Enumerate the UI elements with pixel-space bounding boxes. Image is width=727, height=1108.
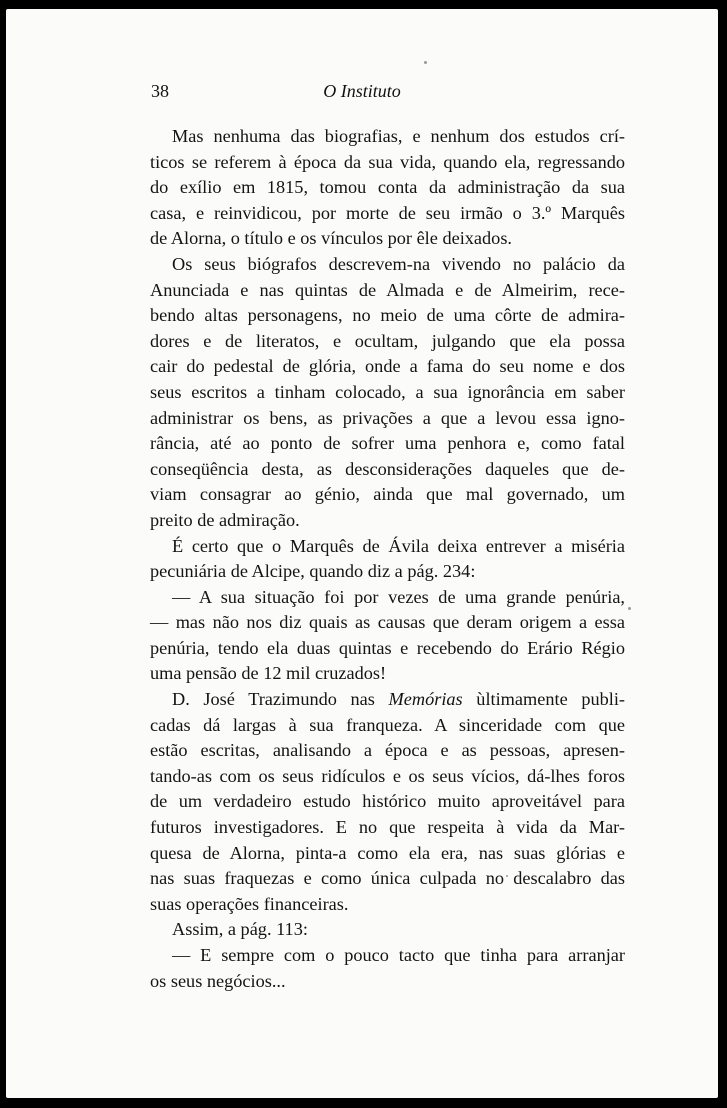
text-fragment: D. José Trazimundo nas (172, 689, 389, 710)
running-title: O Instituto (323, 81, 401, 101)
text-line: tando-as com os seus ridículos e os seus vícios, dá-lhes foros (150, 765, 625, 786)
text-line: dores e de literatos, e ocultam, julgando que ela possa (150, 330, 625, 351)
text-line: cair do pedestal de glória, onde a fama do seu nome e dos (150, 356, 625, 377)
text-line: penúria, tendo ela duas quintas e recebendo do Erário Régio (150, 637, 625, 658)
text-line: ticos se referem à época da sua vida, quando ela, regressando (150, 151, 625, 172)
text-line: os seus negócios... (150, 970, 286, 991)
text-line: Os seus biógrafos descrevem-na vivendo no palácio da (172, 253, 625, 274)
page-number: 38 (151, 81, 169, 101)
text-line: futuros investigadores. E no que respeita à vida da Mar- (150, 817, 625, 838)
text-line: suas operações financeiras. (150, 893, 349, 914)
text-line: seus escritos a tinham colocado, a sua ignorância em saber (150, 381, 625, 402)
text-line: bendo altas personagens, no meio de uma côrte de admira- (150, 305, 625, 326)
text-line: casa, e reinvidicou, por morte de seu irmão o 3.º Marquês (150, 202, 625, 223)
text-line: do exílio em 1815, tomou conta da administração da sua (150, 177, 625, 198)
text-line: viam consagrar ao génio, ainda que mal governado, um (150, 484, 625, 505)
text-line: administrar os bens, as privações a que a levou essa igno- (150, 407, 625, 428)
text-line: conseqüência desta, as desconsiderações daqueles que de- (150, 458, 625, 479)
text-line: Anunciada e nas quintas de Almada e de Almeirim, rece- (150, 279, 625, 300)
text-line: estão escritas, analisando a época e as pessoas, apresen- (150, 740, 625, 761)
text-fragment: ùltimamente publi- (462, 689, 625, 710)
quote-line: — E sempre com o pouco tacto que tinha para arranjar (172, 945, 625, 965)
text-line: quesa de Alorna, pinta-a como ela era, nas suas glórias e (150, 842, 625, 863)
text-line: uma pensão de 12 mil cruzados! (150, 663, 387, 684)
text-line: preito de admiração. (150, 509, 300, 530)
page-header (6, 81, 718, 105)
paper-speck (628, 607, 631, 610)
paper-speck (424, 61, 427, 64)
text-line: rância, até ao ponto de sofrer uma penhora e, como fatal (150, 433, 625, 454)
text-line: pecuniária de Alcipe, quando diz a pág. 234: (150, 561, 476, 582)
text-line: É certo que o Marquês de Ávila deixa entrever a miséria (172, 535, 625, 556)
body-text (150, 124, 625, 994)
text-line: de Alorna, o título e os vínculos por êle deixados. (150, 228, 513, 249)
text-line: — mas não nos diz quais as causas que deram origem a essa (150, 612, 625, 633)
text-line: cadas dá largas à sua franqueza. A sinceridade com que (150, 714, 625, 735)
text-line: Assim, a pág. 113: (172, 919, 308, 940)
text-line: Mas nenhuma das biografias, e nenhum dos estudos crí- (172, 126, 625, 146)
text-line: de um verdadeiro estudo histórico muito aproveitável para (150, 791, 625, 812)
quote-line: — A sua situação foi por vezes de uma grande penúria, (172, 586, 625, 607)
book-title: Memórias (388, 689, 463, 710)
book-page (6, 9, 718, 1098)
text-line (150, 687, 625, 713)
text-line: nas suas fraquezas e como única culpada no descalabro das (150, 868, 625, 889)
